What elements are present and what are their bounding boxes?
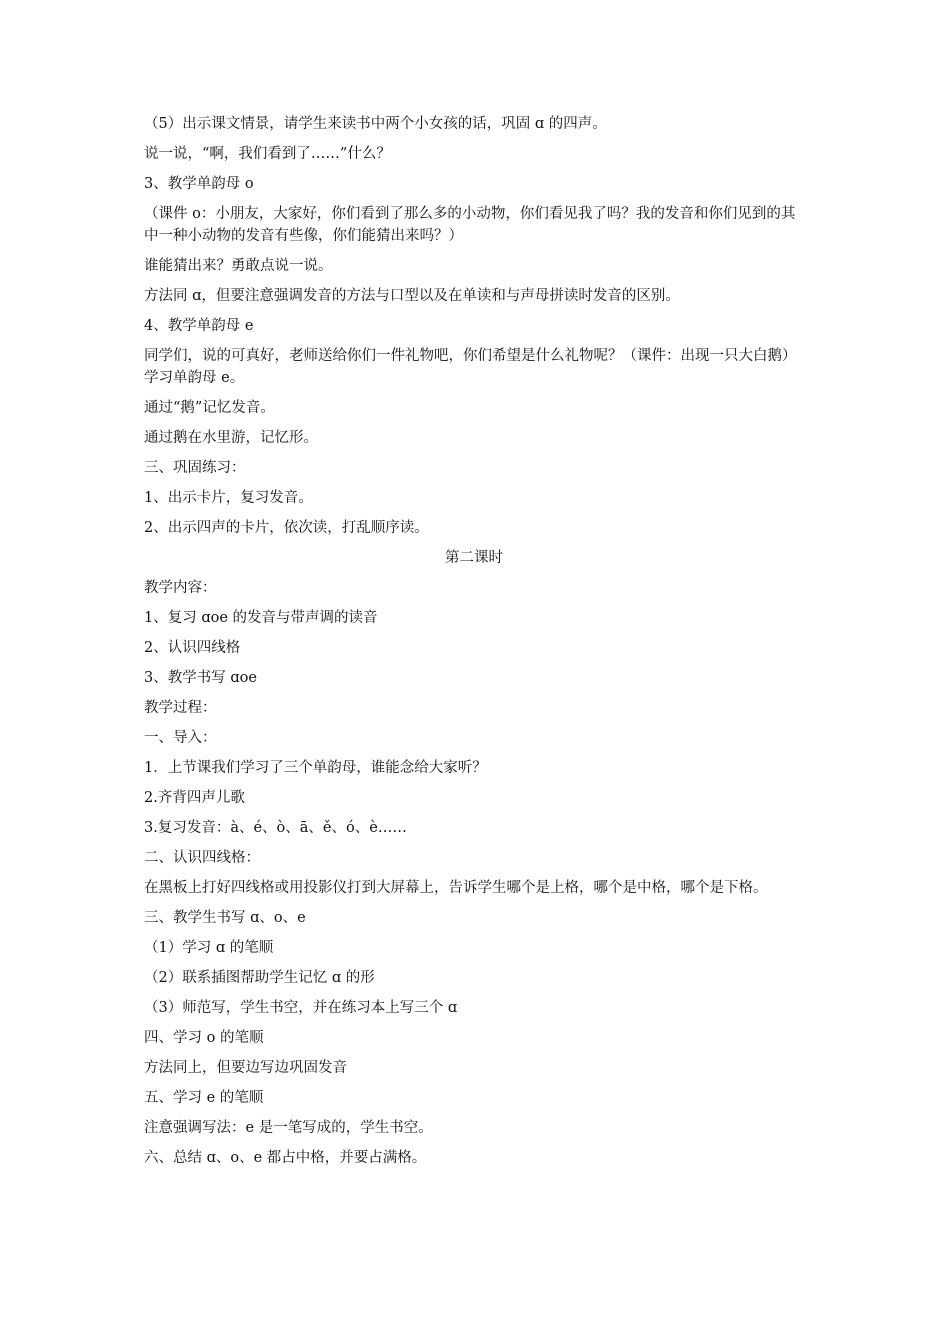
list-item: 1．上节课我们学习了三个单韵母，谁能念给大家听？ (144, 760, 487, 776)
paragraph: 通过“鹅”记忆发音。 (144, 400, 275, 416)
section-heading: 3、教学单韵母 o (144, 176, 254, 192)
document-body (144, 113, 804, 1177)
paragraph: 注意强调写法：e 是一笔写成的，学生书空。 (144, 1120, 433, 1136)
paragraph: 同学们，说的可真好，老师送给你们一件礼物吧，你们希望是什么礼物呢？（课件：出现一只大白鹅）学习单韵母 e。 (144, 348, 797, 386)
list-item: 3、教学书写 ɑoe (144, 670, 257, 686)
paragraph: 说一说，“啊，我们看到了……”什么？ (144, 146, 391, 162)
list-item: （3）师范写，学生书空，并在练习本上写三个 ɑ (144, 1000, 458, 1016)
list-item: （1）学习 ɑ 的笔顺 (144, 940, 274, 956)
paragraph: （课件 o：小朋友，大家好，你们看到了那么多的小动物，你们看见我了吗？我的发音和你们见到的其中一种小动物的发音有些像，你们能猜出来吗？） (144, 206, 796, 244)
list-item: 1、出示卡片，复习发音。 (144, 490, 313, 506)
paragraph: 在黑板上打好四线格或用投影仪打到大屏幕上，告诉学生哪个是上格，哪个是中格，哪个是下格。 (144, 880, 768, 896)
section-heading: 二、认识四线格： (144, 850, 260, 866)
section-heading: 四、学习 o 的笔顺 (144, 1030, 264, 1046)
list-item: 2、认识四线格 (144, 640, 241, 656)
section-heading: 一、导入： (144, 730, 217, 746)
section-heading: 三、巩固练习： (144, 460, 246, 476)
paragraph: 方法同 ɑ，但要注意强调发音的方法与口型以及在单读和与声母拼读时发音的区别。 (144, 288, 680, 304)
list-item: 2、出示四声的卡片，依次读，打乱顺序读。 (144, 520, 429, 536)
section-heading: 三、教学生书写 ɑ、o、e (144, 910, 306, 926)
list-item: 3.复习发音：à、é、ò、ā、ě、ó、è…… (144, 820, 407, 836)
paragraph: 通过鹅在水里游，记忆形。 (144, 430, 318, 446)
section-heading: 六、总结 ɑ、o、e 都占中格，并要占满格。 (144, 1150, 427, 1166)
section-heading: 五、学习 e 的笔顺 (144, 1090, 264, 1106)
paragraph: （5）出示课文情景，请学生来读书中两个小女孩的话，巩固 ɑ 的四声。 (144, 116, 607, 132)
section-heading: 教学内容： (144, 580, 217, 596)
section-heading: 教学过程： (144, 700, 217, 716)
lesson-title: 第二课时 (445, 550, 503, 566)
paragraph: 谁能猜出来？勇敢点说一说。 (144, 258, 333, 274)
paragraph: 方法同上，但要边写边巩固发音 (144, 1060, 347, 1076)
list-item: （2）联系插图帮助学生记忆 ɑ 的形 (144, 970, 375, 986)
section-heading: 4、教学单韵母 e (144, 318, 254, 334)
list-item: 1、复习 ɑoe 的发音与带声调的读音 (144, 610, 378, 626)
list-item: 2.齐背四声儿歌 (144, 790, 245, 806)
